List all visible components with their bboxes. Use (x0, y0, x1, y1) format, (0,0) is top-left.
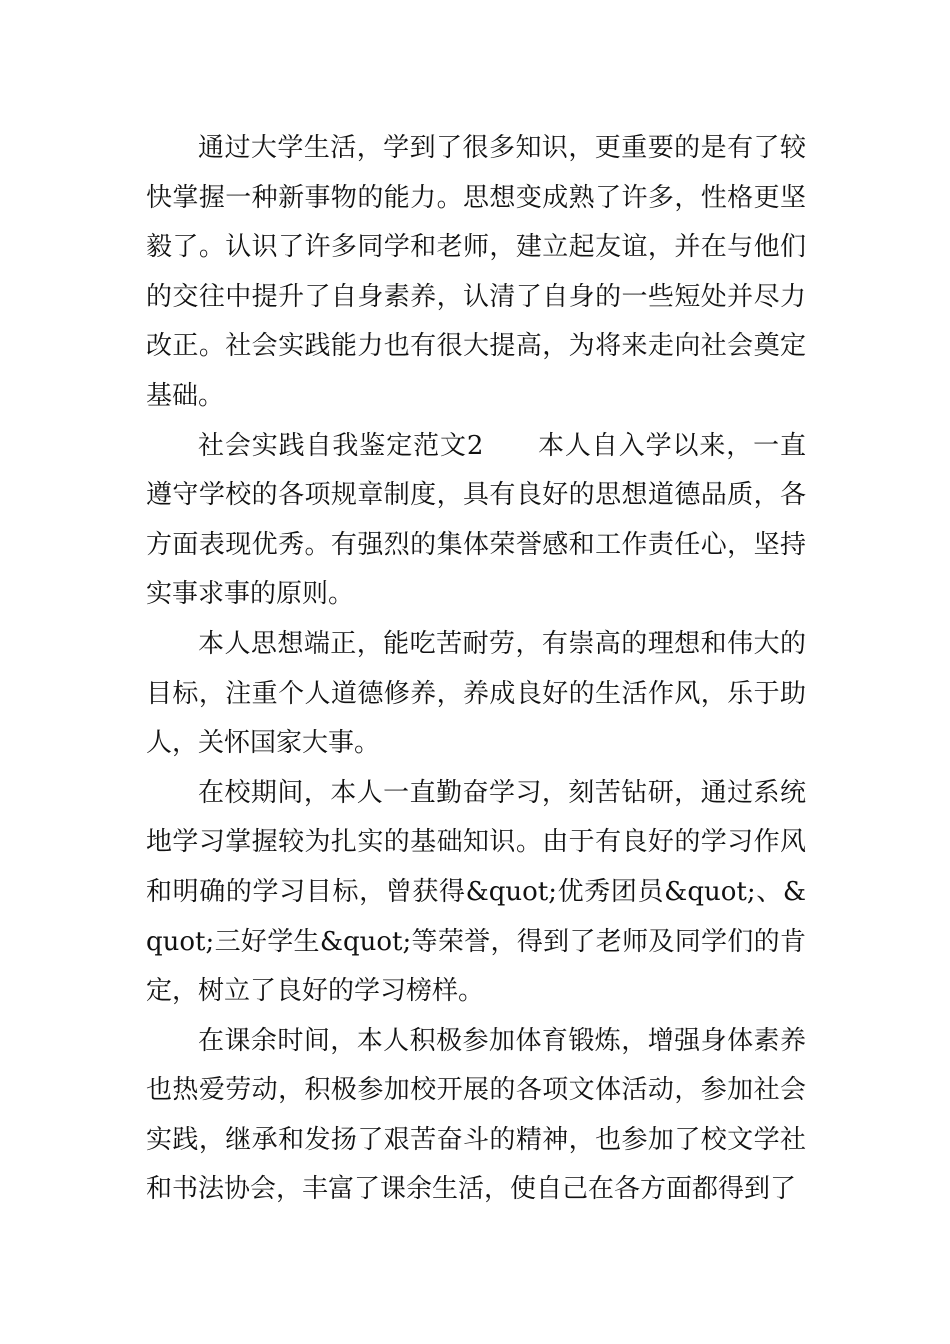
paragraph-1: 通过大学生活，学到了很多知识，更重要的是有了较快掌握一种新事物的能力。思想变成熟了许多，性格更坚毅了。认识了许多同学和老师，建立起友谊，并在与他们的交往中提升了自身素养，认清了自身的一些短处并尽力改正。社会实践能力也有很大提高，为将来走向社会奠定基础。 (146, 133, 806, 411)
paragraph-5: 在课余时间，本人积极参加体育锻炼，增强身体素养也热爱劳动，积极参加校开展的各项文体活动，参加社会实践，继承和发扬了艰苦奋斗的精神，也参加了校文学社和书法协会，丰富了课余生活，使自己在各方面都得到了 (146, 1025, 806, 1205)
paragraph-2: 社会实践自我鉴定范文2 本人自入学以来，一直遵守学校的各项规章制度，具有良好的思想道德品质，各方面表现优秀。有强烈的集体荣誉感和工作责任心，坚持实事求事的原则。 (146, 430, 806, 610)
paragraph-4: 在校期间，本人一直勤奋学习，刻苦钻研，通过系统地学习掌握较为扎实的基础知识。由于有良好的学习作风和明确的学习目标，曾获得&quot;优秀团员&quot;、&quot;三好学生&quot;等荣誉，得到了老师及同学们的肯定，树立了良好的学习榜样。 (146, 777, 806, 1007)
document-body (146, 124, 806, 1215)
paragraph-3: 本人思想端正，能吃苦耐劳，有崇高的理想和伟大的目标，注重个人道德修养，养成良好的生活作风，乐于助人，关怀国家大事。 (146, 628, 806, 759)
